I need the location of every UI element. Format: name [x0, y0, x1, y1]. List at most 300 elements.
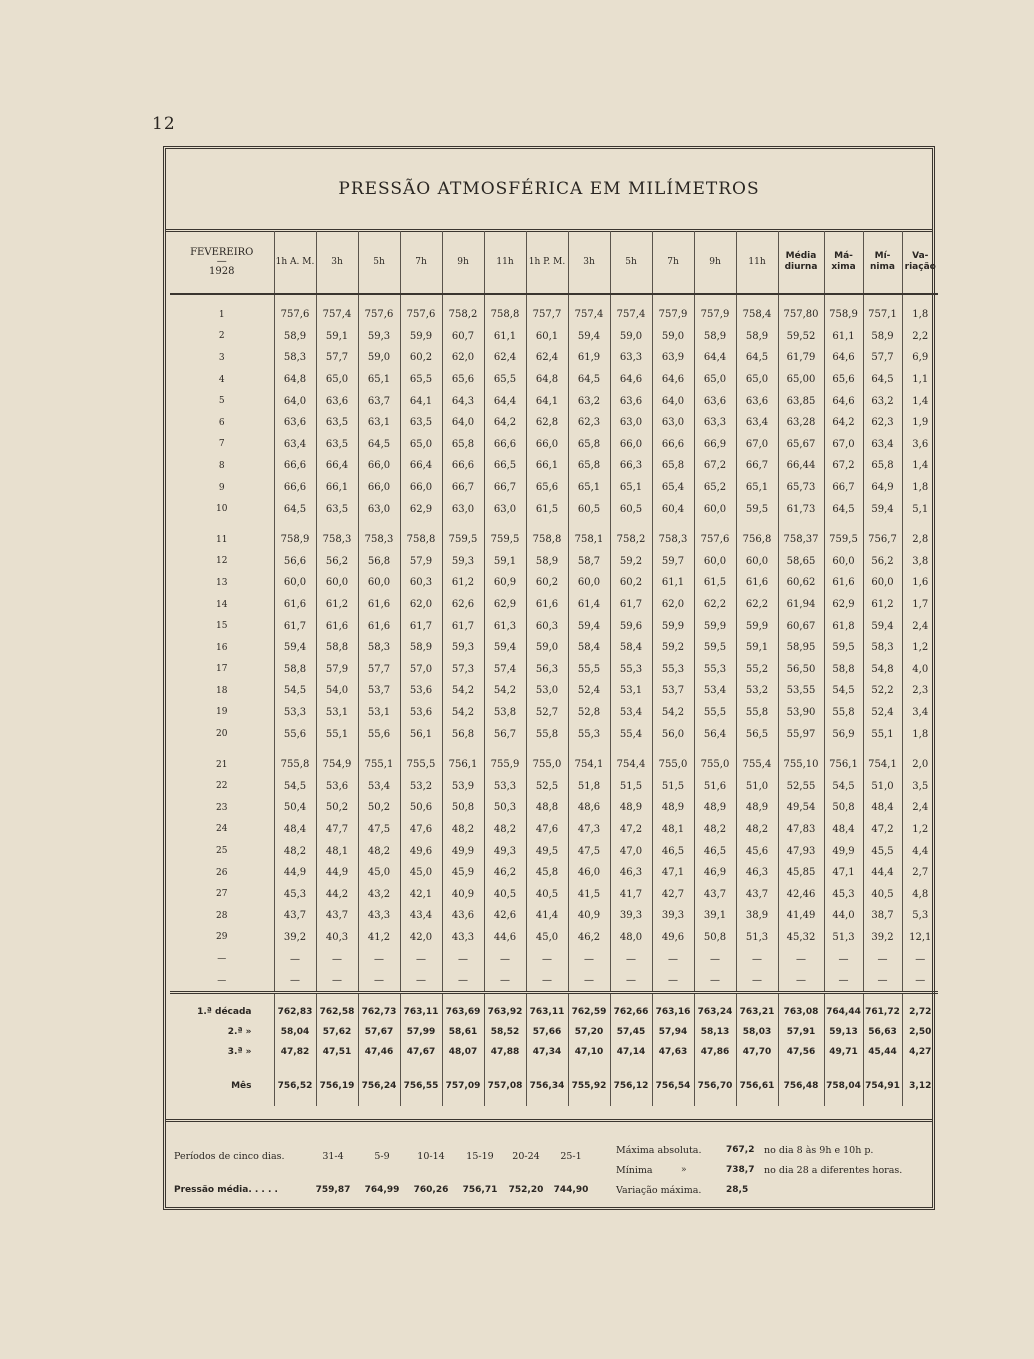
value-cell: 60,0	[736, 551, 778, 573]
summary-cell: 756,34	[526, 1062, 568, 1106]
value-cell: 59,2	[652, 637, 694, 659]
table-row	[170, 594, 938, 616]
value-cell: —	[484, 948, 526, 970]
value-cell: 60,0	[694, 498, 736, 520]
day-cell: 20	[216, 729, 228, 740]
summary-cell: 756,48	[778, 1062, 824, 1106]
summary-cell: 754,91	[863, 1062, 902, 1106]
day-cell: —	[217, 975, 227, 986]
value-cell: 66,44	[778, 455, 824, 477]
table-row	[170, 551, 938, 573]
summary-cell: 47,82	[274, 1042, 316, 1062]
header-minima: Mí- nima	[863, 231, 902, 294]
summary-cell: 57,20	[568, 1022, 610, 1042]
value-cell: 43,2	[358, 883, 400, 905]
table-row	[170, 326, 938, 348]
value-cell: 53,4	[358, 775, 400, 797]
value-cell: 47,1	[652, 862, 694, 884]
summary-cell: 58,04	[274, 1022, 316, 1042]
table-row	[170, 948, 938, 970]
value-cell: —	[358, 948, 400, 970]
value-cell: 61,73	[778, 498, 824, 520]
value-cell: 53,3	[484, 775, 526, 797]
value-cell: 66,9	[694, 434, 736, 456]
value-cell: 6,9	[902, 347, 938, 369]
summary-cell: 57,67	[358, 1022, 400, 1042]
value-cell: 757,6	[358, 294, 400, 326]
value-cell: 42,1	[400, 883, 442, 905]
value-cell: 758,3	[358, 520, 400, 551]
value-cell: 66,4	[400, 455, 442, 477]
value-cell: 65,8	[442, 434, 484, 456]
value-cell: 60,0	[358, 572, 400, 594]
value-cell: 757,9	[652, 294, 694, 326]
value-cell: 1,6	[902, 572, 938, 594]
value-cell: 59,3	[442, 637, 484, 659]
value-cell: 64,5	[863, 369, 902, 391]
table-row	[170, 572, 938, 594]
table-row	[170, 347, 938, 369]
value-cell: 55,97	[778, 723, 824, 745]
value-cell: 64,5	[568, 369, 610, 391]
day-cell: 18	[216, 685, 228, 696]
day-cell: 22	[216, 781, 228, 792]
value-cell: 2,4	[902, 797, 938, 819]
value-cell: 64,4	[484, 390, 526, 412]
value-cell: 61,5	[526, 498, 568, 520]
value-cell: 53,6	[400, 680, 442, 702]
value-cell: 53,2	[736, 680, 778, 702]
day-cell: 16	[216, 642, 228, 653]
value-cell: 59,0	[610, 326, 652, 348]
value-cell: 59,6	[610, 615, 652, 637]
value-cell: 51,0	[863, 775, 902, 797]
value-cell: 65,0	[316, 369, 358, 391]
value-cell: 62,0	[442, 347, 484, 369]
value-cell: 65,8	[568, 434, 610, 456]
value-cell: 53,90	[778, 702, 824, 724]
period-range: 31-4	[322, 1151, 344, 1162]
value-cell: 63,5	[316, 412, 358, 434]
summary-cell: 57,99	[400, 1022, 442, 1042]
value-cell: 2,3	[902, 680, 938, 702]
value-cell: 59,9	[736, 615, 778, 637]
value-cell: 3,8	[902, 551, 938, 573]
summary-cell: 57,91	[778, 1022, 824, 1042]
day-cell: 13	[216, 577, 228, 588]
value-cell: 1,8	[902, 477, 938, 499]
value-cell: 1,2	[902, 819, 938, 841]
value-cell: 56,8	[358, 551, 400, 573]
header-hour: 7h	[400, 231, 442, 294]
day-cell: 29	[216, 932, 228, 943]
value-cell: 61,7	[610, 594, 652, 616]
value-cell: 48,1	[316, 840, 358, 862]
value-cell: 756,7	[863, 520, 902, 551]
day-cell: 25	[216, 846, 228, 857]
value-cell: —	[610, 970, 652, 993]
value-cell: 64,5	[824, 498, 863, 520]
value-cell: —	[358, 970, 400, 993]
value-cell: 59,4	[863, 615, 902, 637]
summary-label: 3.ª »	[227, 1047, 252, 1058]
header-month	[170, 231, 274, 294]
period-range: 10-14	[417, 1151, 445, 1162]
value-cell: 61,2	[442, 572, 484, 594]
value-cell: 48,2	[442, 819, 484, 841]
value-cell: 64,5	[736, 347, 778, 369]
value-cell: 48,6	[568, 797, 610, 819]
summary-cell: 763,69	[442, 993, 484, 1023]
day-cell: 24	[216, 824, 228, 835]
value-cell: 55,3	[568, 723, 610, 745]
value-cell: 65,1	[736, 477, 778, 499]
summary-cell: 4,27	[902, 1042, 938, 1062]
pressao-media-value: 744,90	[553, 1185, 589, 1195]
value-cell: 65,1	[568, 477, 610, 499]
value-cell: 65,73	[778, 477, 824, 499]
value-cell: 53,55	[778, 680, 824, 702]
value-cell: 53,0	[526, 680, 568, 702]
value-cell: 756,1	[442, 745, 484, 776]
title-area	[166, 149, 932, 232]
value-cell: 62,4	[484, 347, 526, 369]
value-cell: 759,5	[484, 520, 526, 551]
value-cell: 59,0	[526, 637, 568, 659]
value-cell: 51,8	[568, 775, 610, 797]
value-cell: 51,5	[652, 775, 694, 797]
value-cell: 754,1	[863, 745, 902, 776]
value-cell: 66,7	[484, 477, 526, 499]
value-cell: 63,4	[863, 434, 902, 456]
value-cell: 60,0	[694, 551, 736, 573]
value-cell: 1,7	[902, 594, 938, 616]
summary-cell: 2,50	[902, 1022, 938, 1042]
value-cell: 47,3	[568, 819, 610, 841]
table-row	[170, 390, 938, 412]
value-cell: 55,8	[736, 702, 778, 724]
value-cell: 50,4	[274, 797, 316, 819]
value-cell: 65,8	[863, 455, 902, 477]
value-cell: 61,2	[316, 594, 358, 616]
value-cell: 66,3	[610, 455, 652, 477]
day-cell: 28	[216, 910, 228, 921]
summary-cell: 761,72	[863, 993, 902, 1023]
value-cell: 66,1	[526, 455, 568, 477]
value-cell: 3,5	[902, 775, 938, 797]
value-cell: 66,6	[442, 455, 484, 477]
day-cell: 7	[218, 439, 225, 450]
value-cell: 65,00	[778, 369, 824, 391]
value-cell: 55,4	[610, 723, 652, 745]
value-cell: 46,2	[568, 927, 610, 949]
value-cell: 61,79	[778, 347, 824, 369]
day-cell: 10	[216, 504, 228, 515]
value-cell: 60,2	[400, 347, 442, 369]
day-cell: 4	[218, 374, 225, 385]
value-cell: 755,1	[358, 745, 400, 776]
value-cell: 754,9	[316, 745, 358, 776]
value-cell: 54,2	[484, 680, 526, 702]
value-cell: 46,9	[694, 862, 736, 884]
value-cell: 54,5	[824, 680, 863, 702]
value-cell: 48,2	[694, 819, 736, 841]
day-cell: 9	[218, 482, 225, 493]
period-range: 25-1	[560, 1151, 582, 1162]
summary-row	[170, 1042, 938, 1062]
value-cell: 66,0	[400, 477, 442, 499]
value-cell: 758,8	[400, 520, 442, 551]
value-cell: 55,1	[316, 723, 358, 745]
value-cell: 64,3	[442, 390, 484, 412]
day-cell: 11	[216, 534, 228, 545]
header-year: 1928	[209, 266, 235, 277]
value-cell: 39,2	[274, 927, 316, 949]
value-cell: 51,3	[736, 927, 778, 949]
header-hour: 1h P. M.	[526, 231, 568, 294]
summary-row	[170, 993, 938, 1023]
value-cell: 51,5	[610, 775, 652, 797]
value-cell: 40,5	[484, 883, 526, 905]
value-cell: —	[736, 948, 778, 970]
summary-label: 2.ª »	[227, 1027, 252, 1038]
summary-cell: 758,04	[824, 1062, 863, 1106]
value-cell: 63,1	[358, 412, 400, 434]
value-cell: 55,8	[526, 723, 568, 745]
day-cell: —	[217, 954, 227, 965]
table-row	[170, 883, 938, 905]
value-cell: 61,6	[358, 594, 400, 616]
value-cell: 55,3	[610, 659, 652, 681]
value-cell: 55,8	[824, 702, 863, 724]
value-cell: 53,6	[400, 702, 442, 724]
value-cell: 62,2	[736, 594, 778, 616]
value-cell: 62,9	[400, 498, 442, 520]
value-cell: 43,4	[400, 905, 442, 927]
value-cell: 758,2	[442, 294, 484, 326]
value-cell: 63,0	[442, 498, 484, 520]
value-cell: 62,2	[694, 594, 736, 616]
value-cell: 43,7	[694, 883, 736, 905]
value-cell: 52,5	[526, 775, 568, 797]
value-cell: 757,6	[274, 294, 316, 326]
value-cell: 59,1	[316, 326, 358, 348]
value-cell: 43,7	[274, 905, 316, 927]
summary-cell: 57,94	[652, 1022, 694, 1042]
value-cell: 45,0	[358, 862, 400, 884]
value-cell: 50,2	[358, 797, 400, 819]
value-cell: 56,5	[736, 723, 778, 745]
summary-label: Mês	[231, 1081, 252, 1092]
value-cell: 61,6	[316, 615, 358, 637]
value-cell: 66,6	[484, 434, 526, 456]
value-cell: —	[902, 970, 938, 993]
pressao-media-label: Pressão média. . . . .	[174, 1185, 278, 1195]
value-cell: 58,3	[274, 347, 316, 369]
value-cell: 56,3	[526, 659, 568, 681]
value-cell: 755,10	[778, 745, 824, 776]
value-cell: 38,9	[736, 905, 778, 927]
summary-cell: 756,12	[610, 1062, 652, 1106]
value-cell: 45,0	[400, 862, 442, 884]
value-cell: 56,9	[824, 723, 863, 745]
value-cell: 757,9	[694, 294, 736, 326]
value-cell: 54,5	[274, 775, 316, 797]
value-cell: 62,6	[442, 594, 484, 616]
value-cell: 47,83	[778, 819, 824, 841]
value-cell: 44,9	[316, 862, 358, 884]
value-cell: 58,4	[610, 637, 652, 659]
value-cell: 59,2	[610, 551, 652, 573]
table-row	[170, 723, 938, 745]
table-row	[170, 659, 938, 681]
value-cell: 45,5	[863, 840, 902, 862]
value-cell: 63,6	[736, 390, 778, 412]
value-cell: 59,0	[358, 347, 400, 369]
day-cell: 21	[216, 759, 228, 770]
value-cell: 43,6	[442, 905, 484, 927]
value-cell: 63,9	[652, 347, 694, 369]
value-cell: 755,0	[652, 745, 694, 776]
value-cell: 60,4	[652, 498, 694, 520]
value-cell: 64,6	[824, 347, 863, 369]
summary-cell: 56,63	[863, 1022, 902, 1042]
value-cell: 2,4	[902, 615, 938, 637]
summary-cell: 756,54	[652, 1062, 694, 1106]
value-cell: 64,0	[442, 412, 484, 434]
value-cell: 2,7	[902, 862, 938, 884]
value-cell: 66,0	[358, 455, 400, 477]
value-cell: 55,1	[863, 723, 902, 745]
value-cell: 42,0	[400, 927, 442, 949]
value-cell: 56,1	[400, 723, 442, 745]
pressure-table	[170, 231, 938, 1106]
value-cell: 1,8	[902, 294, 938, 326]
value-cell: 55,3	[652, 659, 694, 681]
value-cell: 60,9	[484, 572, 526, 594]
table-row	[170, 369, 938, 391]
table-row	[170, 520, 938, 551]
value-cell: 39,1	[694, 905, 736, 927]
table-row	[170, 498, 938, 520]
value-cell: 60,3	[526, 615, 568, 637]
value-cell: —	[863, 948, 902, 970]
value-cell: 43,7	[736, 883, 778, 905]
value-cell: 65,8	[568, 455, 610, 477]
value-cell: 54,2	[442, 680, 484, 702]
summary-cell: 763,08	[778, 993, 824, 1023]
minima-value: 738,7	[726, 1165, 755, 1175]
value-cell: 60,7	[442, 326, 484, 348]
value-cell: 1,9	[902, 412, 938, 434]
value-cell: 53,1	[316, 702, 358, 724]
value-cell: 49,54	[778, 797, 824, 819]
value-cell: 45,0	[526, 927, 568, 949]
value-cell: 65,6	[526, 477, 568, 499]
value-cell: 67,0	[824, 434, 863, 456]
summary-cell: 47,67	[400, 1042, 442, 1062]
value-cell: 63,28	[778, 412, 824, 434]
value-cell: 3,6	[902, 434, 938, 456]
value-cell: 63,5	[400, 412, 442, 434]
value-cell: 59,3	[358, 326, 400, 348]
day-cell: 2	[218, 331, 225, 342]
value-cell: 59,5	[824, 637, 863, 659]
value-cell: —	[484, 970, 526, 993]
value-cell: 755,0	[526, 745, 568, 776]
value-cell: 48,0	[610, 927, 652, 949]
value-cell: 52,7	[526, 702, 568, 724]
value-cell: 65,1	[358, 369, 400, 391]
value-cell: 49,6	[652, 927, 694, 949]
value-cell: 53,4	[610, 702, 652, 724]
value-cell: 61,8	[824, 615, 863, 637]
value-cell: 55,6	[274, 723, 316, 745]
value-cell: 65,0	[694, 369, 736, 391]
value-cell: 46,3	[610, 862, 652, 884]
value-cell: 1,1	[902, 369, 938, 391]
summary-label: 1.ª década	[170, 993, 274, 1023]
header-dash: —	[216, 256, 227, 267]
value-cell: 58,9	[736, 326, 778, 348]
value-cell: 50,3	[484, 797, 526, 819]
day-cell: 3	[218, 352, 225, 363]
footer-rule	[166, 1119, 932, 1122]
value-cell: 53,9	[442, 775, 484, 797]
value-cell: 55,5	[694, 702, 736, 724]
value-cell: 52,8	[568, 702, 610, 724]
value-cell: 56,50	[778, 659, 824, 681]
value-cell: 49,9	[824, 840, 863, 862]
value-cell: 62,8	[526, 412, 568, 434]
value-cell: 63,0	[484, 498, 526, 520]
value-cell: 48,9	[694, 797, 736, 819]
value-cell: 65,6	[442, 369, 484, 391]
value-cell: 48,2	[358, 840, 400, 862]
value-cell: 757,6	[400, 294, 442, 326]
value-cell: 57,7	[863, 347, 902, 369]
summary-cell: 762,83	[274, 993, 316, 1023]
value-cell: 63,5	[316, 434, 358, 456]
summary-cell: 48,07	[442, 1042, 484, 1062]
value-cell: 45,3	[824, 883, 863, 905]
value-cell: 758,8	[484, 294, 526, 326]
value-cell: 42,7	[652, 883, 694, 905]
value-cell: —	[400, 970, 442, 993]
value-cell: 58,9	[863, 326, 902, 348]
page-title: PRESSÃO ATMOSFÉRICA EM MILÍMETROS	[338, 179, 760, 199]
value-cell: 64,2	[824, 412, 863, 434]
value-cell: 60,67	[778, 615, 824, 637]
value-cell: 61,6	[824, 572, 863, 594]
value-cell: 63,2	[568, 390, 610, 412]
value-cell: 64,5	[358, 434, 400, 456]
value-cell: 52,4	[863, 702, 902, 724]
value-cell: 57,3	[442, 659, 484, 681]
minima-text: no dia 28 a diferentes horas.	[764, 1165, 903, 1176]
value-cell: 59,1	[736, 637, 778, 659]
value-cell: 41,49	[778, 905, 824, 927]
value-cell: 44,0	[824, 905, 863, 927]
value-cell: 59,0	[652, 326, 694, 348]
value-cell: 63,6	[316, 390, 358, 412]
value-cell: 63,5	[316, 498, 358, 520]
value-cell: 53,1	[610, 680, 652, 702]
value-cell: 59,4	[274, 637, 316, 659]
value-cell: 39,2	[863, 927, 902, 949]
value-cell: 754,4	[610, 745, 652, 776]
value-cell: 755,5	[400, 745, 442, 776]
